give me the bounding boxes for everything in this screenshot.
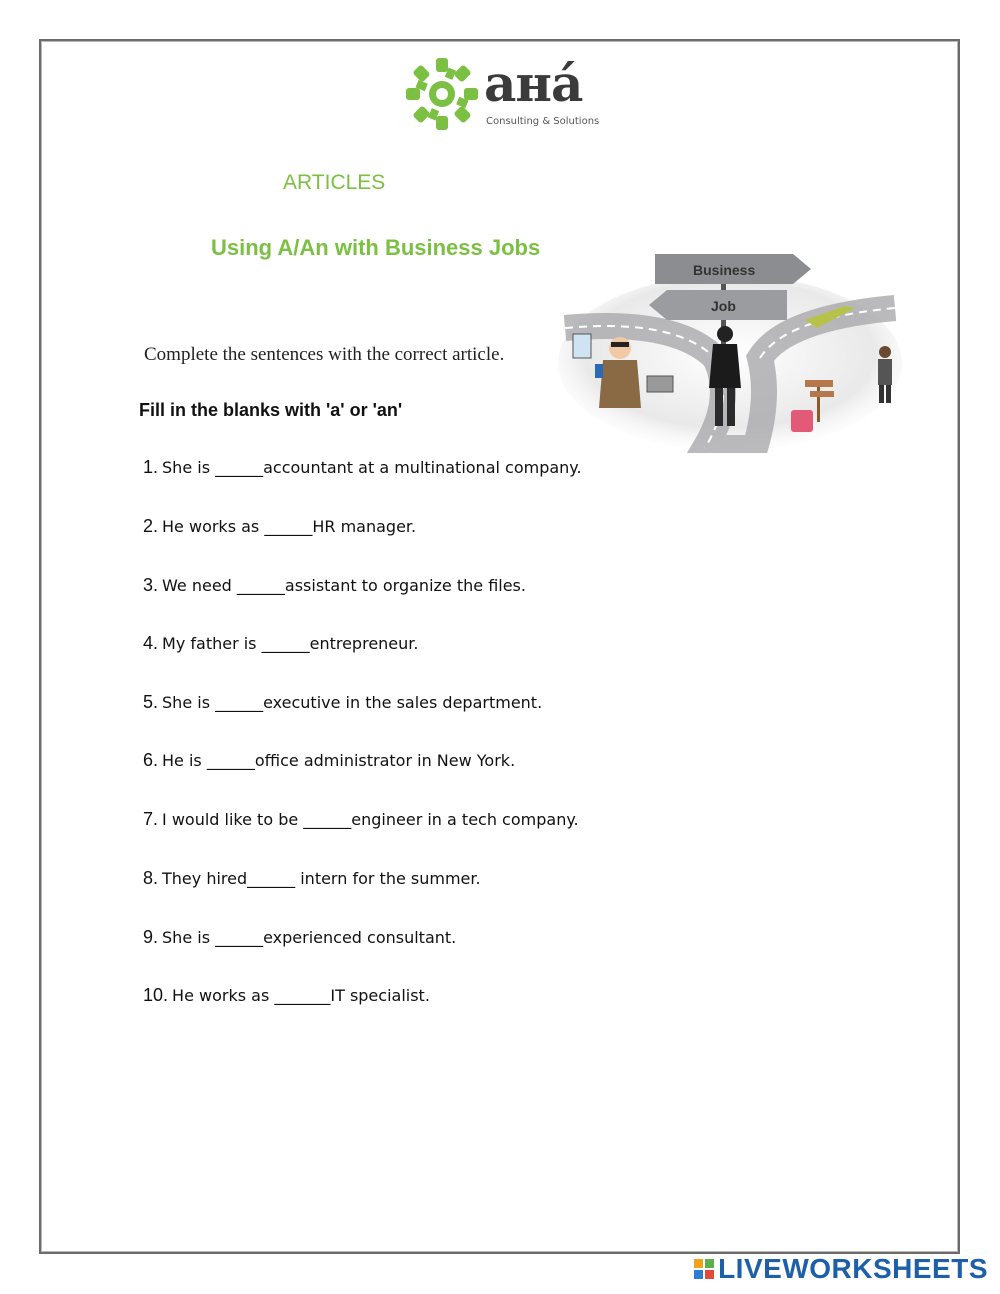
exercise-item-2[interactable] [143, 516, 416, 537]
item-number: 7. [143, 809, 159, 829]
item-text: He works as ______HR manager. [162, 517, 417, 536]
item-number: 4. [143, 633, 159, 653]
sign-job: Job [711, 298, 736, 314]
aha-logo [404, 56, 604, 132]
exercise-item-8[interactable] [143, 868, 481, 889]
sign-business: Business [693, 262, 756, 278]
item-number: 10. [143, 985, 169, 1005]
item-text: My father is ______entrepreneur. [162, 634, 419, 653]
logo-wordmark: aнá [484, 54, 583, 113]
item-number: 1. [143, 457, 159, 477]
item-number: 2. [143, 516, 159, 536]
business-job-illustration [555, 248, 905, 453]
liveworksheets-brand[interactable] [694, 1254, 988, 1284]
item-number: 8. [143, 868, 159, 888]
gear-flower-icon [404, 56, 480, 132]
item-text: She is ______accountant at a multinational company. [162, 458, 582, 477]
logo-tagline: Consulting & Solutions [486, 116, 600, 127]
item-text: We need ______assistant to organize the files. [162, 576, 526, 595]
item-number: 6. [143, 750, 159, 770]
exercise-item-9[interactable] [143, 927, 456, 948]
item-text: He is ______office administrator in New York. [162, 751, 516, 770]
item-text: I would like to be ______engineer in a tech company. [162, 810, 579, 829]
item-number: 9. [143, 927, 159, 947]
exercise-item-4[interactable] [143, 633, 418, 654]
instruction-text: Complete the sentences with the correct article. [144, 344, 505, 365]
item-text: They hired______ intern for the summer. [162, 869, 481, 888]
item-number: 5. [143, 692, 159, 712]
item-text: She is ______experienced consultant. [162, 928, 457, 947]
exercise-heading: Fill in the blanks with 'a' or 'an' [139, 400, 403, 420]
exercise-item-5[interactable] [143, 692, 542, 713]
exercise-item-7[interactable] [143, 809, 579, 830]
item-text: She is ______executive in the sales department. [162, 693, 543, 712]
liveworksheets-logo-icon [694, 1259, 714, 1279]
exercise-item-10[interactable] [143, 985, 430, 1006]
exercise-item-3[interactable] [143, 575, 526, 596]
brand-name: LIVEWORKSHEETS [718, 1253, 988, 1284]
item-number: 3. [143, 575, 159, 595]
worksheet-subtitle: Using A/An with Business Jobs [211, 235, 541, 260]
exercise-item-6[interactable] [143, 750, 515, 771]
exercise-item-1[interactable] [143, 457, 582, 478]
section-title: ARTICLES [283, 171, 386, 194]
item-text: He works as _______IT specialist. [172, 986, 430, 1005]
